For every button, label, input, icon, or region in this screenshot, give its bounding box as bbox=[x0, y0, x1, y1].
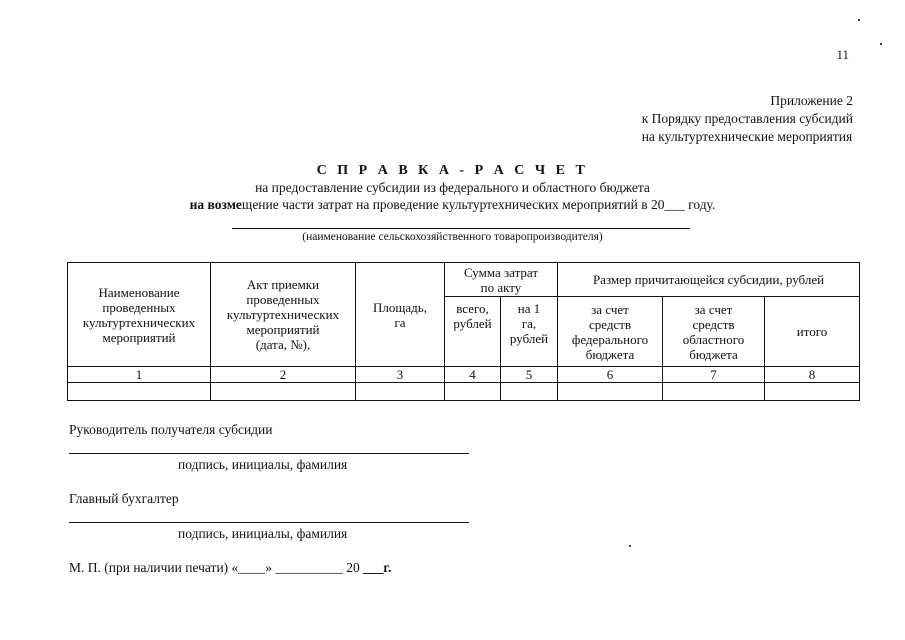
col-number: 1 bbox=[68, 367, 211, 383]
calculation-table bbox=[67, 262, 860, 401]
document-title: С П Р А В К А - Р А С Ч Е Т bbox=[316, 163, 589, 178]
head-signature-line bbox=[69, 453, 469, 454]
header-col-7: за счет средств областного бюджета bbox=[663, 297, 765, 367]
header-col-1: Наименование проведенных культуртехнических мероприятий bbox=[68, 263, 211, 367]
empty-cell bbox=[356, 383, 445, 401]
head-signature-caption: подпись, инициалы, фамилия bbox=[178, 457, 348, 472]
header-cost-group: Сумма затрат по акту bbox=[445, 263, 558, 297]
annex-line-2: к Порядку предоставления субсидий bbox=[641, 111, 853, 126]
scan-speck bbox=[858, 19, 860, 21]
header-col-3: Площадь, га bbox=[356, 263, 445, 367]
empty-cell bbox=[445, 383, 501, 401]
accountant-signature-line bbox=[69, 522, 469, 523]
empty-cell bbox=[663, 383, 765, 401]
col-number: 3 bbox=[356, 367, 445, 383]
subtitle-bold-part: на возме bbox=[189, 197, 242, 212]
col-number: 2 bbox=[211, 367, 356, 383]
empty-cell bbox=[765, 383, 860, 401]
recipient-name-caption: (наименование сельскохозяйственного товаропроизводителя) bbox=[302, 231, 603, 243]
column-number-row bbox=[68, 367, 860, 383]
stamp-date-line: М. П. (при наличии печати) «____» __________ 20 ___г. bbox=[69, 560, 392, 575]
empty-cell bbox=[68, 383, 211, 401]
header-col-5: на 1 га, рублей bbox=[501, 297, 558, 367]
col-number: 7 bbox=[663, 367, 765, 383]
page-number: 11 bbox=[836, 47, 849, 62]
empty-cell bbox=[501, 383, 558, 401]
header-subsidy-group: Размер причитающейся субсидии, рублей bbox=[558, 263, 860, 297]
subtitle-line-1: на предоставление субсидии из федерального и областного бюджета bbox=[255, 180, 650, 195]
scan-speck bbox=[880, 43, 882, 45]
empty-cell bbox=[558, 383, 663, 401]
head-signature-label: Руководитель получателя субсидии bbox=[69, 422, 273, 437]
col-number: 6 bbox=[558, 367, 663, 383]
subtitle-line-2 bbox=[0, 197, 905, 213]
annex-line-3: на культуртехнические мероприятия bbox=[641, 129, 853, 144]
table-row bbox=[68, 383, 860, 401]
stamp-year: ___г. bbox=[359, 560, 392, 575]
scan-speck bbox=[629, 545, 631, 547]
col-number: 4 bbox=[445, 367, 501, 383]
header-col-8: итого bbox=[765, 297, 860, 367]
col-number: 8 bbox=[765, 367, 860, 383]
subtitle-rest-part: щение части затрат на проведение культуртехнических мероприятий в 20___ году. bbox=[241, 197, 716, 212]
annex-line-1: Приложение 2 bbox=[770, 93, 853, 108]
annex-block bbox=[642, 92, 853, 146]
accountant-signature-label: Главный бухгалтер bbox=[69, 491, 179, 506]
accountant-signature-caption: подпись, инициалы, фамилия bbox=[178, 526, 348, 541]
header-col-2: Акт приемки проведенных культуртехнических мероприятий (дата, №), bbox=[211, 263, 356, 367]
header-col-4: всего, рублей bbox=[445, 297, 501, 367]
col-number: 5 bbox=[501, 367, 558, 383]
recipient-name-line bbox=[232, 228, 690, 229]
header-col-6: за счет средств федерального бюджета bbox=[558, 297, 663, 367]
empty-cell bbox=[211, 383, 356, 401]
